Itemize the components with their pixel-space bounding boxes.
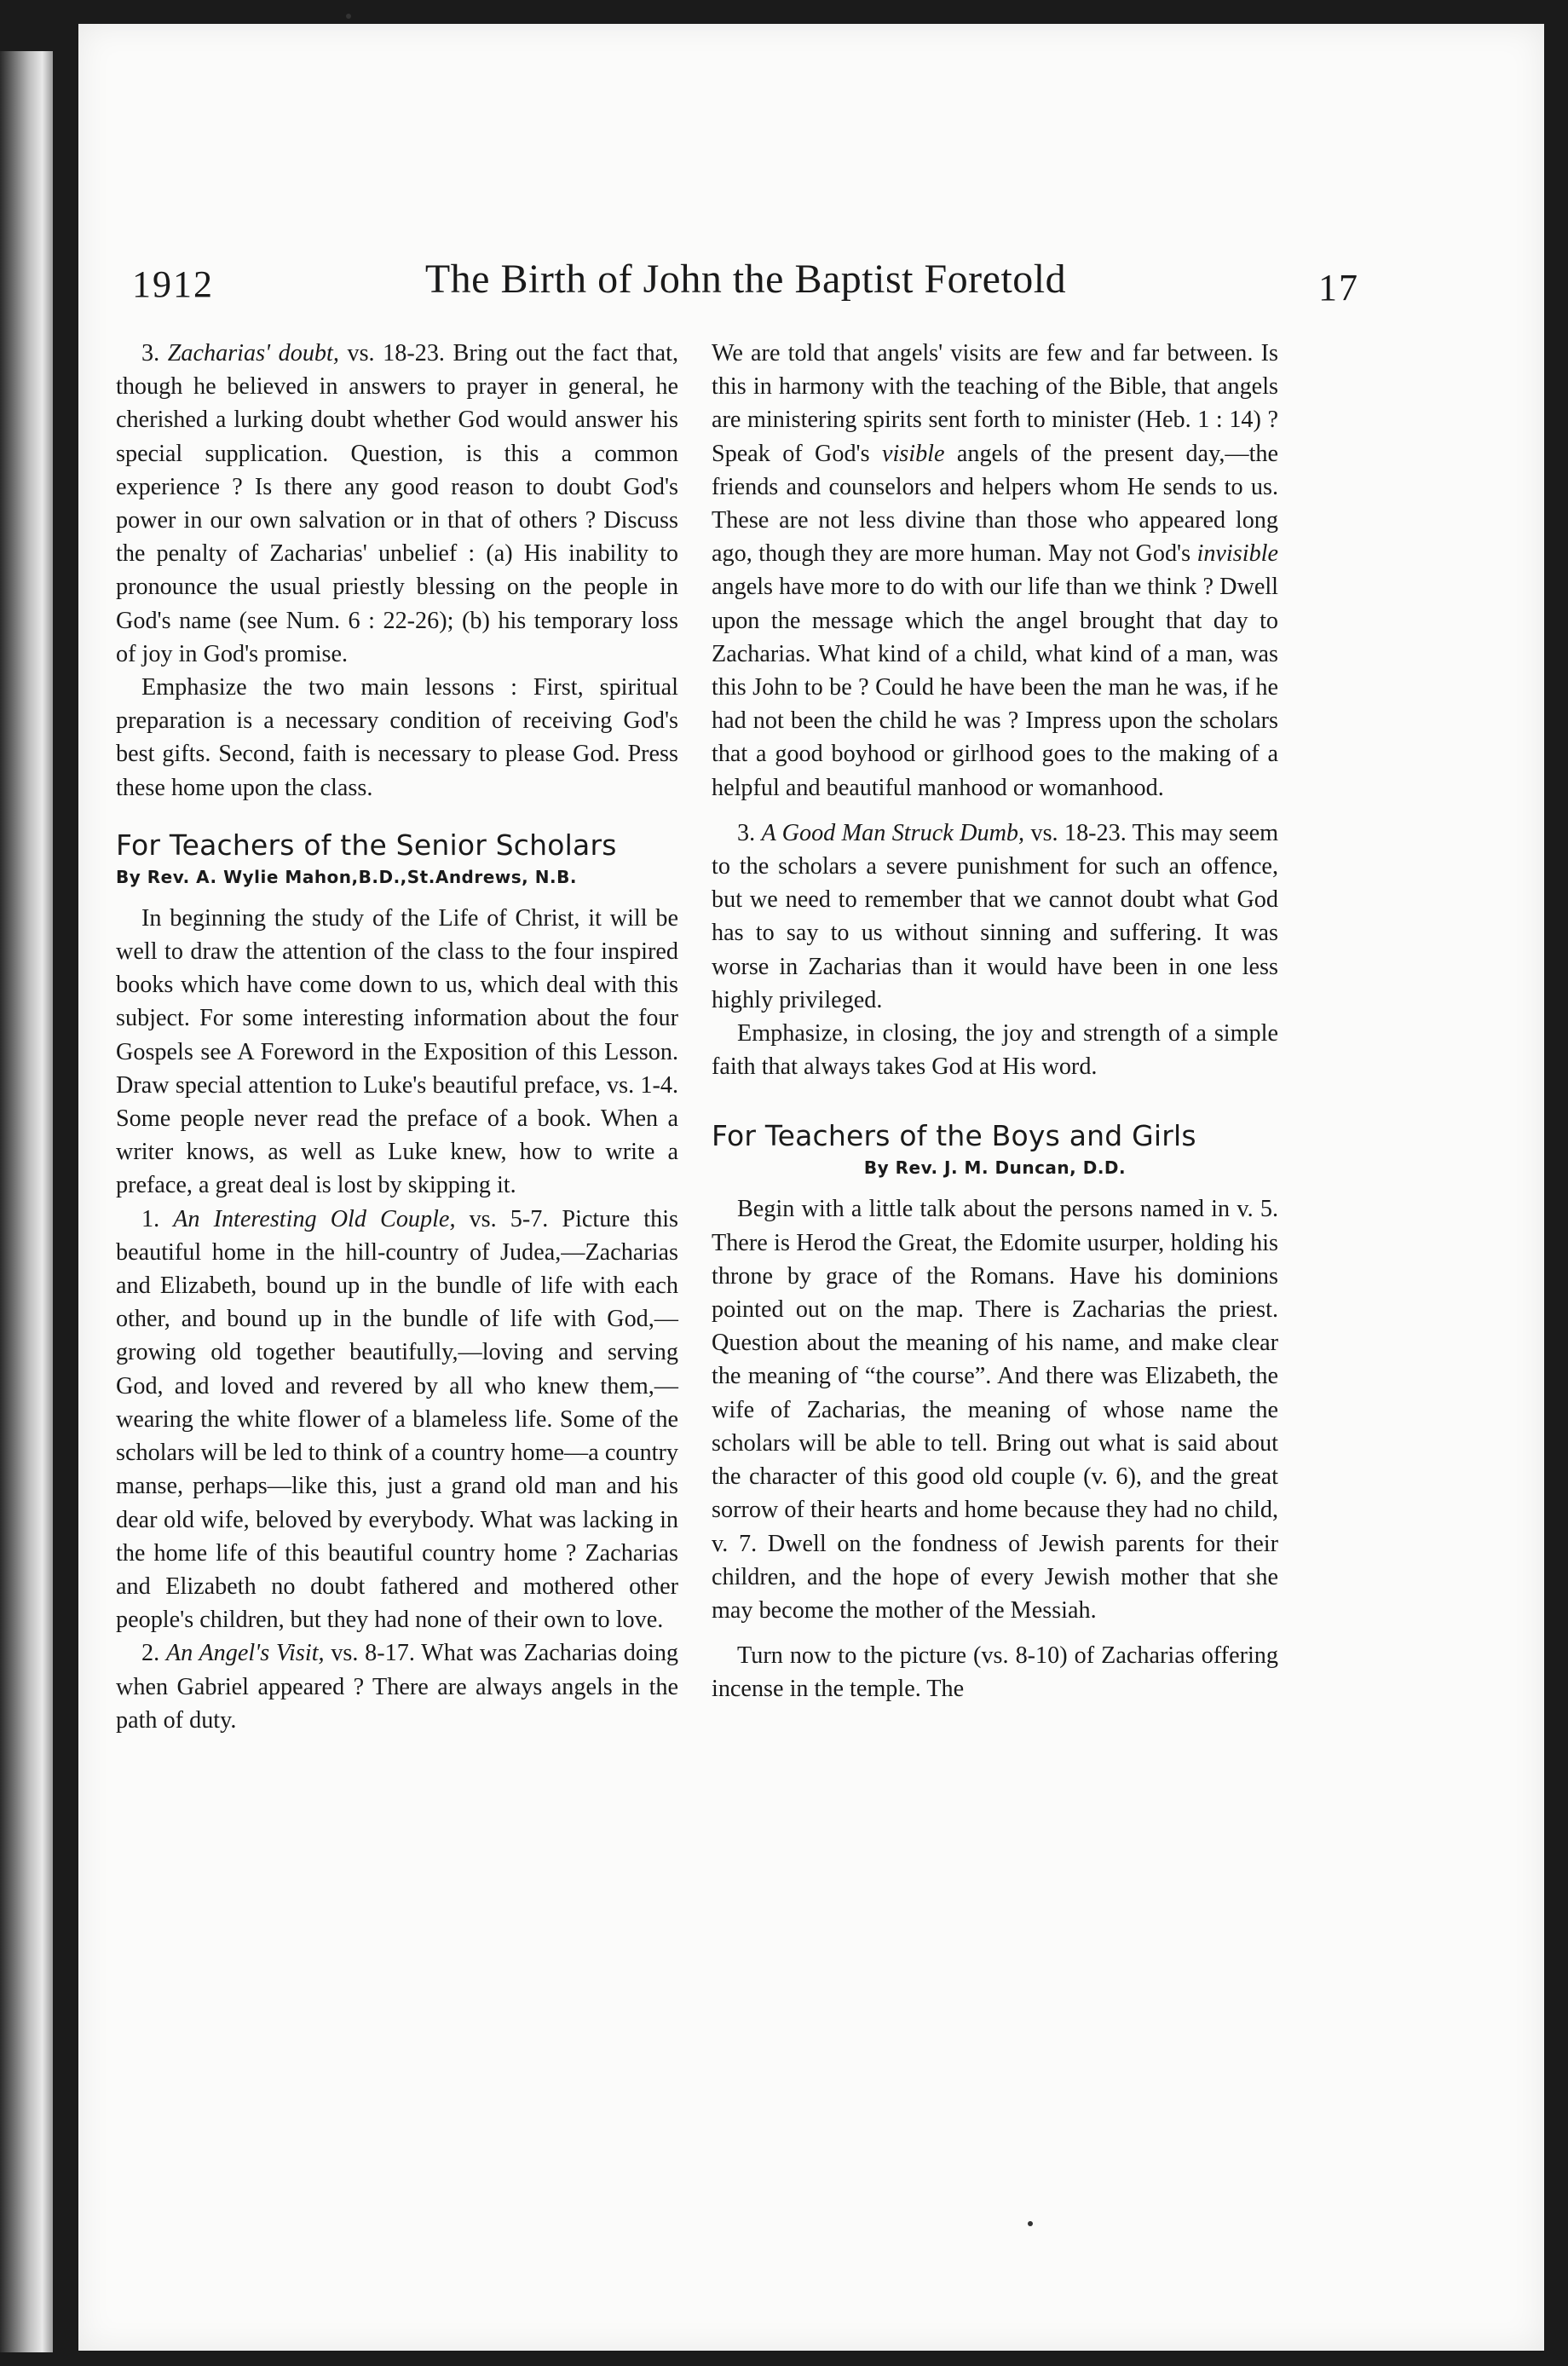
subheading-struck-dumb: A Good Man Struck Dumb, <box>761 819 1025 846</box>
subheading-old-couple: An Interesting Old Couple, <box>173 1205 456 1232</box>
paragraph-old-couple: 1. An Interesting Old Couple, vs. 5-7. Picture this beautiful home in the hill-country of Judea,—Zacharias and Elizabeth, bound up in the bundle of life with each other, and bound up in the bundle of life with God,—growing old together beautifully,—loving and serving God, and loved and revered by all who knew them,—wearing the white flower of a blameless life. Some of the scholars will be led to think of a country home—a country manse, perhaps—like this, just a grand old man and his dear old wife, beloved by everybody. What was lacking in the home life of this beautiful country home ? Zacharias and Elizabeth no doubt fathered and mothered other people's children, but they had none of their own to love. <box>116 1205 679 1634</box>
section-title-boys-and-girls: For Teachers of the Boys and Girls <box>712 1119 1196 1153</box>
header-title: The Birth of John the Baptist Foretold <box>424 257 1067 302</box>
right-column <box>712 337 1278 1706</box>
paragraph-emphasize-lessons: Emphasize the two main lessons : First, spiritual preparation is a necessary condition of receiving God's best gifts. Second, faith is necessary to please God. Press these home upon the class. <box>116 674 678 801</box>
book-spine-edge <box>0 51 53 2352</box>
section-title-senior-scholars: For Teachers of the Senior Scholars <box>116 828 617 862</box>
paragraph-begin: Begin with a little talk about the persons named in v. 5. There is Herod the Great, the Edomite usurper, holding his throne by grace of the Romans. Have his dominions pointed out on the map. There is Zacharias the priest. Question about the meaning of his name, and make clear the meaning of “the course”. And there was Elizabeth, the wife of Zacharias, the meaning of whose name the scholars will be able to tell. Bring out what is said about the character of this good old couple (v. 6), and the great sorrow of their hearts and home because they had no child, v. 7. Dwell on the fondness of Jewish parents for their children, and the hope of every Jewish mother that she may become the mother of the Messiah. <box>712 1196 1278 1624</box>
print-speck <box>1028 2221 1033 2226</box>
paragraph-angels-visit: 2. An Angel's Visit, vs. 8-17. What was Zacharias doing when Gabriel appeared ? There are always angels in the path of duty. <box>116 1640 679 1734</box>
paragraph-turn-now: Turn now to the picture (vs. 8-10) of Zacharias offering incense in the temple. The <box>712 1642 1278 1703</box>
byline-duncan: By Rev. J. M. Duncan, D.D. <box>863 1157 1127 1179</box>
byline-mahon: By Rev. A. Wylie Mahon,B.D.,St.Andrews, N.B. <box>116 866 577 887</box>
left-column <box>116 337 678 1737</box>
paragraph-zacharias-doubt: 3. Zacharias' doubt, vs. 18-23. Bring out the fact that, though he believed in answers to prayer in general, he cherished a lurking doubt whether God would answer his special supplication. Question, is this a common experience ? Is there any good reason to doubt God's power in our own salvation or in that of others ? Discuss the penalty of Zacharias' unbelief : (a) His inability to pronounce the usual priestly blessing on the people in God's name (see Num. 6 : 22-26); (b) his temporary loss of joy in God's promise. <box>116 340 679 667</box>
print-speck-top <box>346 14 351 19</box>
paragraph-closing: Emphasize, in closing, the joy and strength of a simple faith that always takes God at His word. <box>712 1020 1278 1081</box>
running-header <box>132 256 1359 324</box>
page-number: 17 <box>1318 267 1359 309</box>
subheading-zacharias-doubt: Zacharias' doubt, <box>167 340 339 366</box>
paragraph-angels-continued: We are told that angels' visits are few and far between. Is this in harmony with the teaching of the Bible, that angels are ministering spirits sent forth to minister (Heb. 1 : 14) ? Speak of God's visible angels of the present day,—the friends and counselors and helpers whom He sends to us. These are not less divine than those who appeared long ago, though they are more human. May not God's invisible angels have more to do with our life than we think ? Dwell upon the message which the angel brought that day to Zacharias. What kind of a child, what kind of a man, was this John to be ? Could he have been the man he was, if he had not been the child he was ? Impress upon the scholars that a good boyhood or girlhood goes to the making of a helpful and beautiful manhood or womanhood. <box>712 340 1279 801</box>
paragraph-senior-intro: In beginning the study of the Life of Christ, it will be well to draw the attention of the class to the four inspired books which have come down to us, which deal with this subject. For some interesting information about the four Gospels see A Foreword in the Exposition of this Lesson. Draw special attention to Luke's beautiful preface, vs. 1-4. Some people never read the preface of a book. When a writer knows, as well as Luke knew, how to write a preface, a great deal is lost by skipping it. <box>116 904 678 1199</box>
subheading-angels-visit: An Angel's Visit, <box>165 1640 325 1667</box>
header-year: 1912 <box>132 263 214 305</box>
paragraph-struck-dumb: 3. A Good Man Struck Dumb, vs. 18-23. This may seem to the scholars a severe punishment for such an offence, but we need to remember that we cannot doubt what God has to say to us without sinning and suffering. It was worse in Zacharias than it would have been in one less highly privileged. <box>712 819 1278 1013</box>
